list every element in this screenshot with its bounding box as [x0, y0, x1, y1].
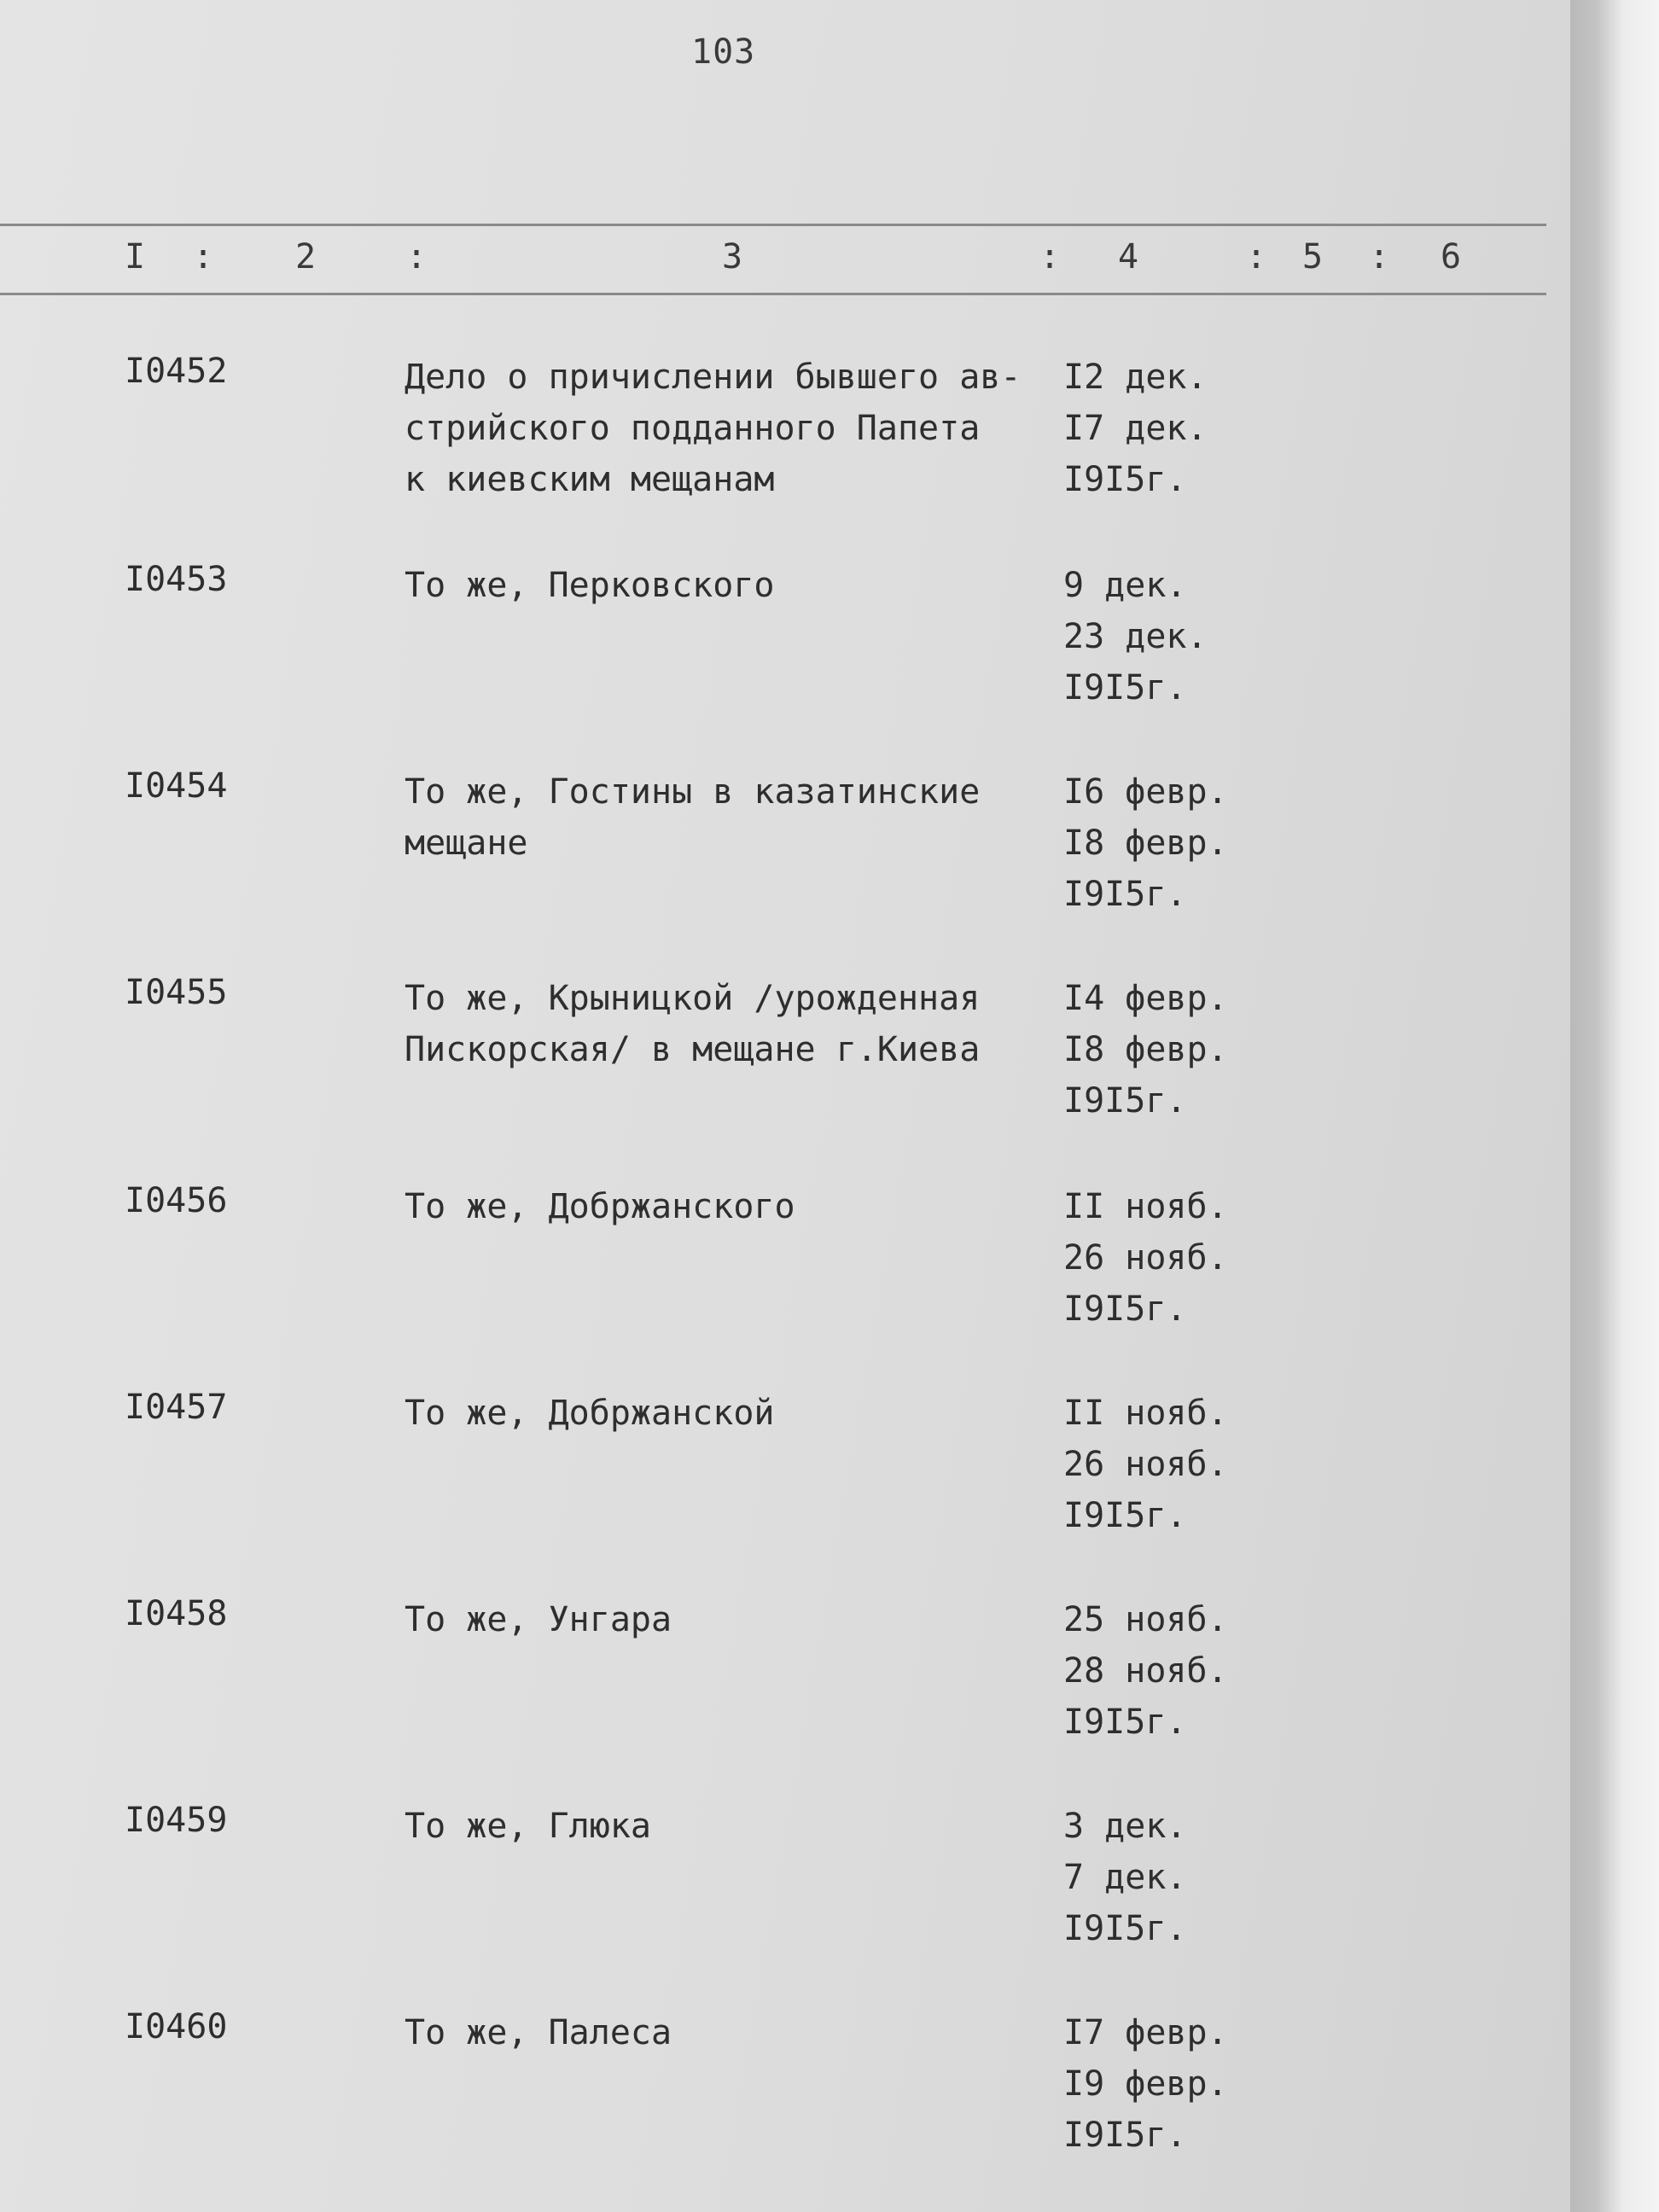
date-start: 9 дек. — [1063, 566, 1187, 605]
record-dates — [1063, 2007, 1228, 2161]
record-title: То же, Добржанского — [405, 1187, 795, 1226]
date-year: I9I5г. — [1063, 875, 1187, 914]
table-row — [0, 766, 1570, 937]
record-title: То же, Перковского — [405, 566, 775, 605]
date-end: I8 февр. — [1063, 824, 1228, 863]
record-number: I0454 — [125, 766, 228, 806]
date-year: I9I5г. — [1063, 668, 1187, 707]
table-row — [0, 1181, 1570, 1352]
column-header-2: 2 — [295, 237, 317, 276]
record-number: I0457 — [125, 1388, 228, 1427]
record-title: То же, Гостины в казатинские мещане — [405, 772, 981, 863]
record-title: То же, Глюка — [405, 1807, 651, 1846]
date-start: I7 февр. — [1063, 2013, 1228, 2052]
record-dates — [1063, 352, 1208, 505]
table-row — [0, 1801, 1570, 1971]
page-number: 103 — [691, 32, 756, 72]
date-year: I9I5г. — [1063, 1909, 1187, 1948]
record-number: I0453 — [125, 560, 228, 599]
date-year: I9I5г. — [1063, 1289, 1187, 1329]
date-start: I4 февр. — [1063, 979, 1228, 1018]
date-start: II нояб. — [1063, 1187, 1228, 1226]
record-title: То же, Унгара — [405, 1600, 672, 1639]
column-header-separator: : — [1039, 237, 1061, 276]
date-year: I9I5г. — [1063, 2116, 1187, 2155]
record-dates — [1063, 766, 1228, 920]
column-header-3: 3 — [722, 237, 743, 276]
date-end: I7 дек. — [1063, 409, 1208, 448]
date-start: I6 февр. — [1063, 772, 1228, 812]
record-number: I0456 — [125, 1181, 228, 1220]
record-title: То же, Крыницкой /урожденная Пискорская/ в мещане г.Киева — [405, 979, 981, 1069]
table-row — [0, 1594, 1570, 1765]
record-dates — [1063, 1181, 1228, 1335]
date-start: II нояб. — [1063, 1394, 1228, 1433]
date-year: I9I5г. — [1063, 1703, 1187, 1742]
record-title: То же, Добржанской — [405, 1394, 775, 1433]
record-dates — [1063, 973, 1228, 1126]
date-start: 3 дек. — [1063, 1807, 1187, 1846]
date-start: 25 нояб. — [1063, 1600, 1228, 1639]
record-dates — [1063, 1801, 1187, 1954]
table-row — [0, 1388, 1570, 1558]
date-year: I9I5г. — [1063, 1081, 1187, 1121]
column-header-separator: : — [1369, 237, 1390, 276]
table-row — [0, 560, 1570, 731]
date-year: I9I5г. — [1063, 460, 1187, 499]
record-number: I0458 — [125, 1594, 228, 1633]
date-end: 26 нояб. — [1063, 1445, 1228, 1484]
record-number: I0455 — [125, 973, 228, 1012]
record-title: Дело о причислении бывшего ав- стрийского подданного Папета к киевским мещанам — [405, 358, 1022, 499]
table-row — [0, 973, 1570, 1144]
table-row — [0, 352, 1570, 522]
date-end: I9 февр. — [1063, 2064, 1228, 2104]
column-header-5: 5 — [1302, 237, 1324, 276]
column-header-1: I — [125, 237, 146, 276]
adjacent-page-edge — [1570, 0, 1659, 2212]
column-header-separator: : — [1246, 237, 1267, 276]
date-end: 7 дек. — [1063, 1858, 1187, 1897]
record-dates — [1063, 1594, 1228, 1748]
date-end: 23 дек. — [1063, 617, 1208, 656]
record-dates — [1063, 1388, 1228, 1541]
date-year: I9I5г. — [1063, 1496, 1187, 1535]
date-start: I2 дек. — [1063, 358, 1208, 397]
date-end: 26 нояб. — [1063, 1238, 1228, 1278]
record-dates — [1063, 560, 1208, 713]
record-number: I0459 — [125, 1801, 228, 1840]
date-end: 28 нояб. — [1063, 1651, 1228, 1691]
table-row — [0, 2007, 1570, 2178]
record-number: I0460 — [125, 2007, 228, 2046]
column-header-separator: : — [193, 237, 214, 276]
column-header-separator: : — [406, 237, 428, 276]
date-end: I8 февр. — [1063, 1030, 1228, 1069]
record-title: То же, Палеса — [405, 2013, 672, 2052]
column-header-6: 6 — [1441, 237, 1462, 276]
record-number: I0452 — [125, 352, 228, 391]
column-header-4: 4 — [1118, 237, 1139, 276]
